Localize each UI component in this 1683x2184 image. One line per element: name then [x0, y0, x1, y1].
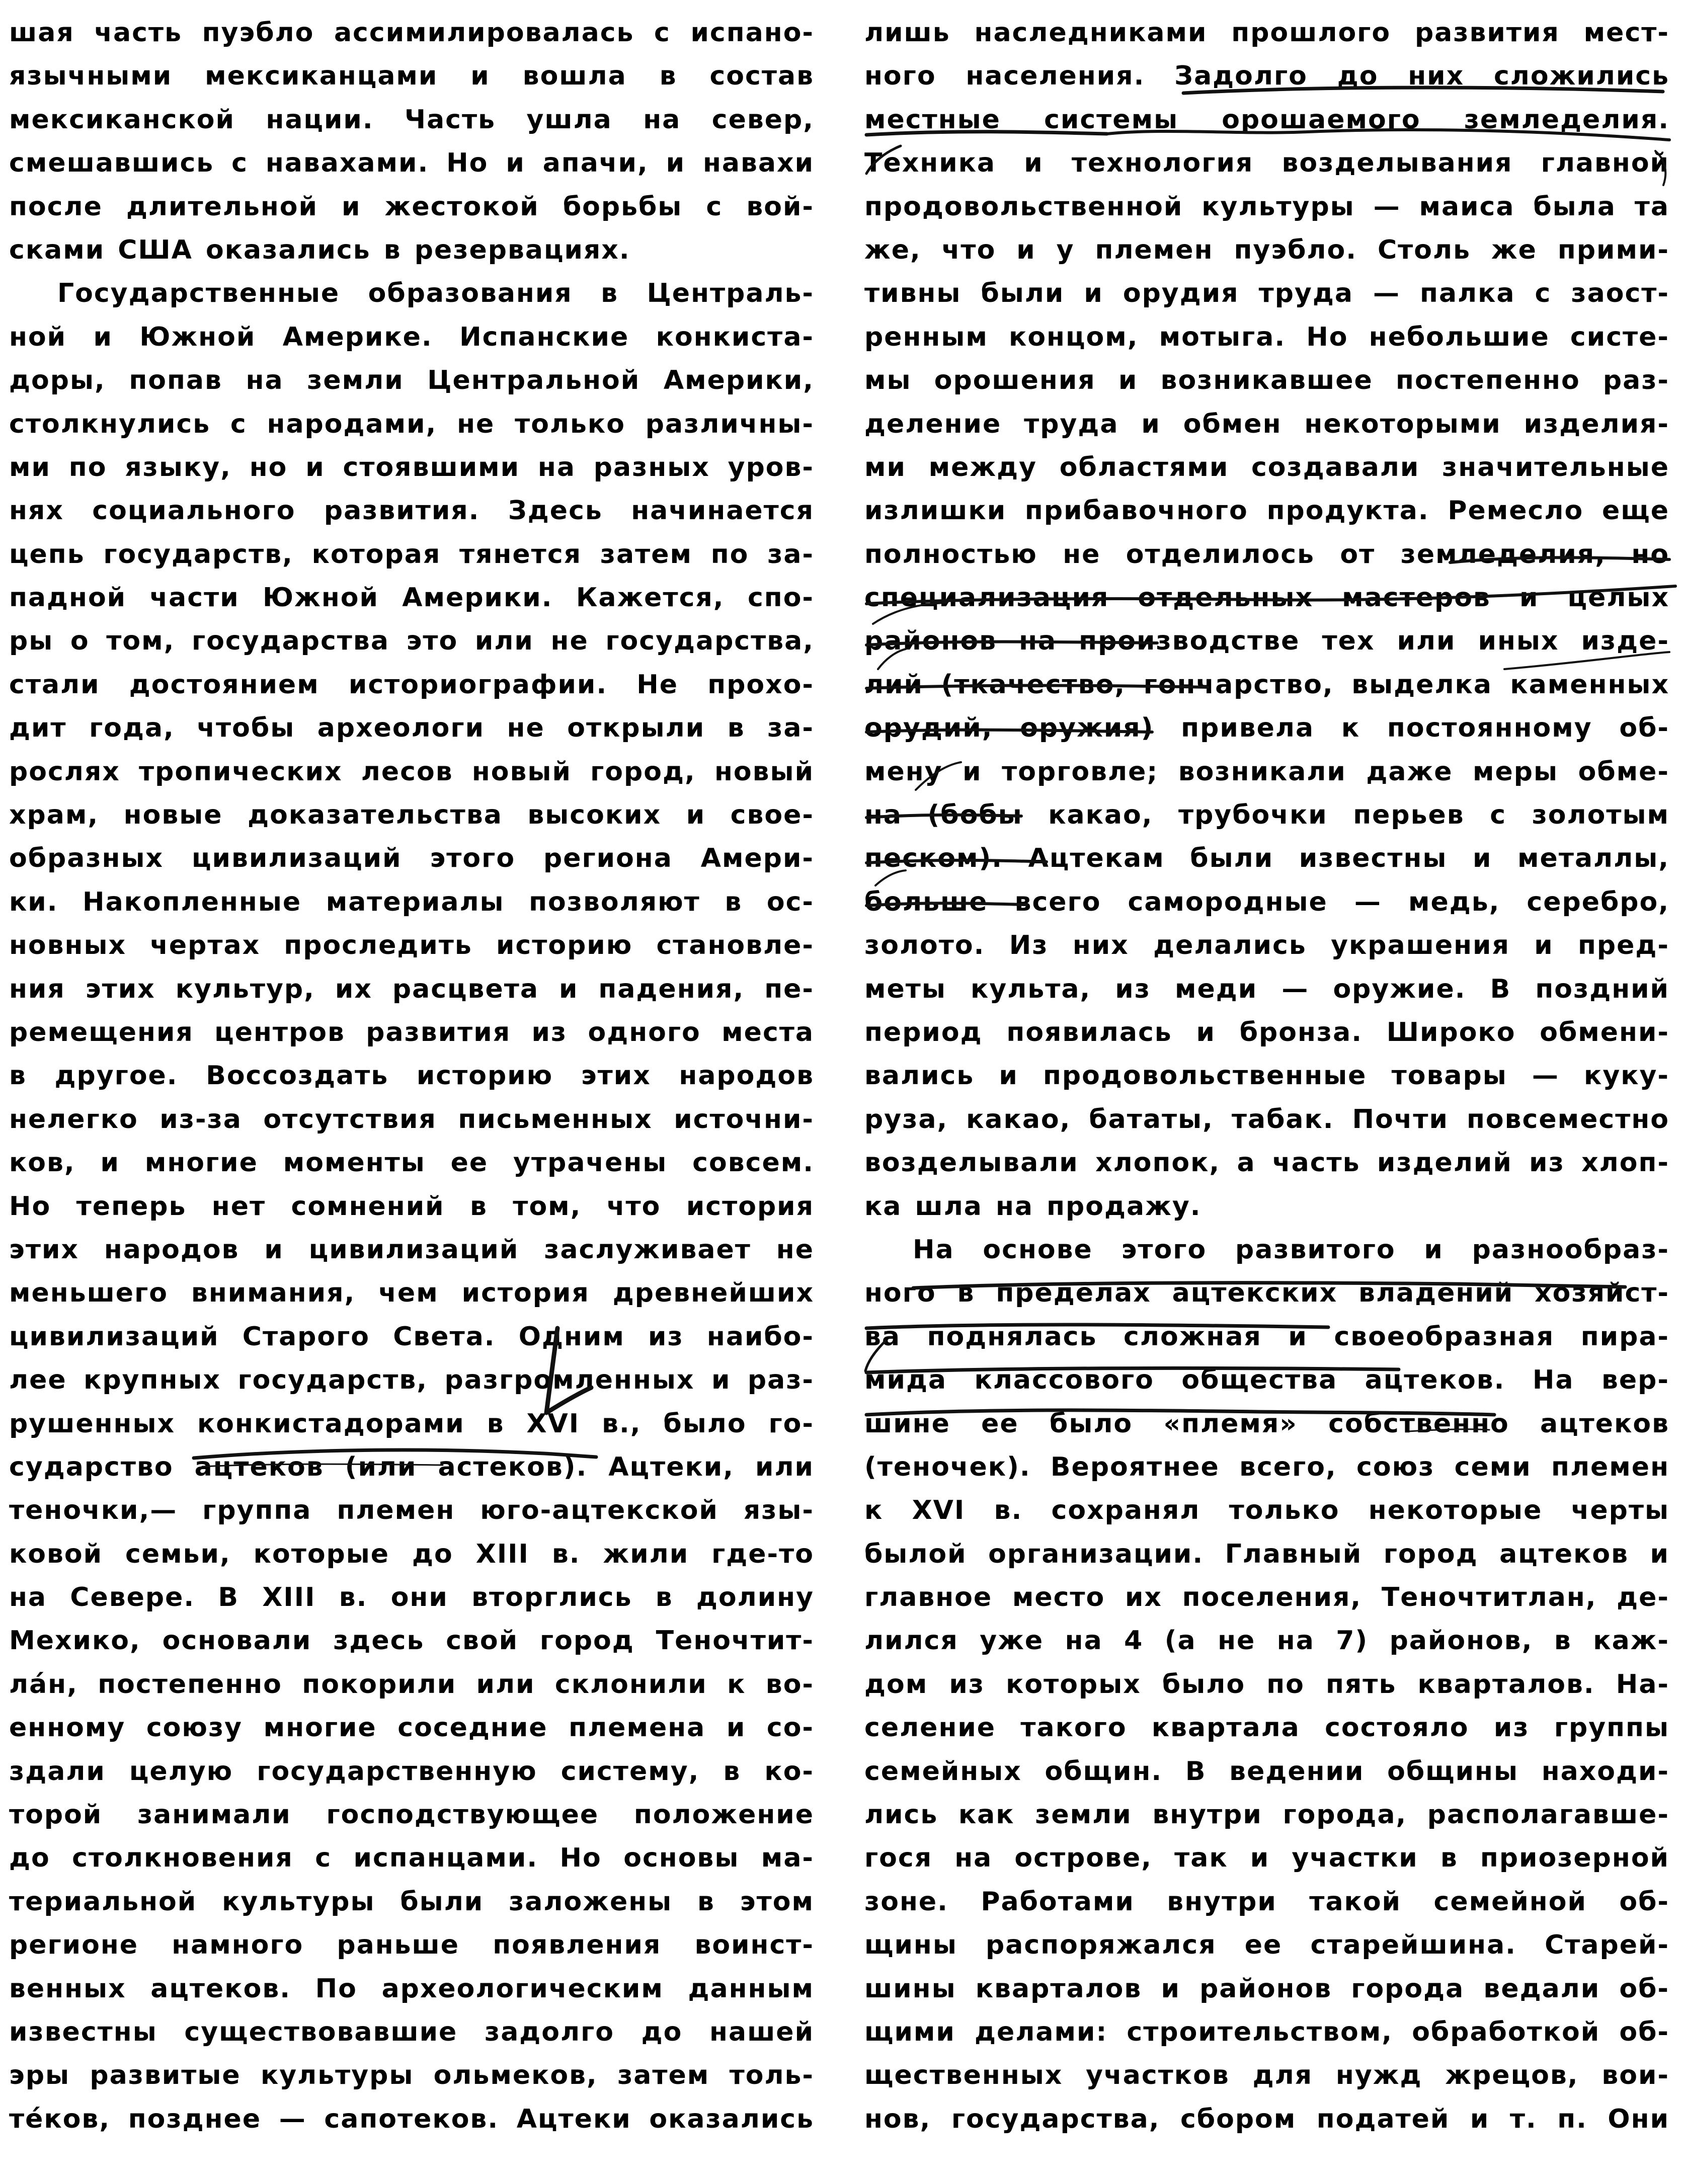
text-line: лее крупных государств, разгромленных и раз-	[9, 1365, 814, 1396]
text-line: былой организации. Главный город ацтеков и	[864, 1539, 1669, 1569]
text-line: шины кварталов и районов города ведали об-	[864, 1973, 1669, 2004]
text-line: сударство ацтеков (или астеков). Ацтеки, или	[9, 1451, 814, 1482]
text-line: семейных общин. В ведении общины находи-	[864, 1756, 1669, 1787]
text-line: сками США оказались в резервациях.	[9, 234, 630, 265]
text-line: щественных участков для нужд жрецов, вои-	[864, 2060, 1669, 2091]
text-line: в другое. Воссоздать историю этих народов	[9, 1061, 814, 1091]
text-line: шая часть пуэбло ассимилировалась с испано-	[9, 18, 814, 48]
text-line: ков, и многие моменты ее утрачены совсем.	[9, 1148, 814, 1178]
text-line: до столкновения с испанцами. Но основы ма-	[9, 1843, 814, 1874]
text-line: торой занимали господствующее положение	[9, 1800, 814, 1830]
text-line: зоне. Работами внутри такой семейной об-	[864, 1886, 1669, 1917]
text-line: рушенных конкистадорами в XVI в., было го-	[9, 1408, 814, 1439]
text-line: специализация отдельных мастеров и целых	[864, 583, 1669, 613]
text-line: шине ее было «племя» собственно ацтеков	[864, 1408, 1669, 1439]
text-line: тéков, позднее — сапотеков. Ацтеки оказались	[9, 2104, 814, 2134]
text-line: меньшего внимания, чем история древнейших	[9, 1278, 814, 1309]
text-line: мы орошения и возникавшее постепенно раз-	[864, 365, 1669, 396]
text-line: мену и торговле; возникали даже меры обме-	[864, 756, 1669, 787]
text-line: териальной культуры были заложены в этом	[9, 1886, 814, 1917]
text-line: золото. Из них делались украшения и пред-	[864, 930, 1669, 961]
text-line: ка шла на продажу.	[864, 1191, 1201, 1222]
text-line: щими делами: строительством, обработкой об-	[864, 2016, 1669, 2047]
text-line: ми между областями создавали значительные	[864, 452, 1669, 482]
text-line: дит года, чтобы археологи не открыли в за-	[9, 713, 814, 744]
text-line: енному союзу многие соседние племена и со-	[9, 1713, 814, 1743]
text-line: ренным концом, мотыга. Но небольшие систе-	[864, 321, 1669, 352]
text-line: ковой семьи, которые до XIII в. жили где-то	[9, 1539, 814, 1569]
text-line: здали целую государственную систему, в ко-	[9, 1756, 814, 1787]
text-line: цепь государств, которая тянется затем по за-	[9, 539, 814, 570]
text-line: столкнулись с народами, не только различны-	[9, 409, 814, 439]
text-line: теночки,— группа племен юго-ацтекской язы-	[9, 1495, 814, 1526]
text-line: гося на острове, так и участки в приозерной	[864, 1843, 1669, 1874]
text-line: нелегко из-за отсутствия письменных источни-	[9, 1104, 814, 1135]
text-line: падной части Южной Америки. Кажется, спо-	[9, 583, 814, 613]
text-line: образных цивилизаций этого региона Амери-	[9, 843, 814, 874]
text-line: районов на производстве тех или иных изде-	[864, 626, 1669, 657]
text-line: этих народов и цивилизаций заслуживает не	[9, 1234, 814, 1265]
text-line: продовольственной культуры — маиса была та	[864, 191, 1669, 222]
text-line: на (бобы какао, трубочки перьев с золотым	[864, 800, 1669, 831]
text-line: стали достоянием историографии. Не прохо-	[9, 669, 814, 700]
text-line: местные системы орошаемого земледелия.	[864, 104, 1669, 135]
text-line: (теночек). Вероятнее всего, союз семи племен	[864, 1451, 1669, 1482]
text-line: лился уже на 4 (а не на 7) районов, в каж-	[864, 1626, 1669, 1656]
text-line: рослях тропических лесов новый город, новый	[9, 756, 814, 787]
text-line: ного населения. Задолго до них сложились	[864, 61, 1669, 92]
text-line: Техника и технология возделывания главной	[864, 148, 1669, 179]
text-line: На основе этого развитого и разнообраз-	[913, 1234, 1669, 1265]
text-line: Мехико, основали здесь свой город Теночтит-	[9, 1626, 814, 1656]
text-line: регионе намного раньше появления воинст-	[9, 1930, 814, 1961]
text-line: больше всего самородные — медь, серебро,	[864, 886, 1669, 917]
text-line: ки. Накопленные материалы позволяют в ос-	[9, 886, 814, 917]
text-line: лись как земли внутри города, располагавше-	[864, 1800, 1669, 1830]
text-line: Но теперь нет сомнений в том, что история	[9, 1191, 814, 1222]
text-line: на Севере. В XIII в. они вторглись в долину	[9, 1582, 814, 1613]
text-line: нов, государства, сбором податей и т. п. Они	[864, 2104, 1669, 2134]
text-line: эры развитые культуры ольмеков, затем толь-	[9, 2060, 814, 2091]
text-line: орудий, оружия) привела к постоянному об-	[864, 713, 1669, 744]
text-line: тивны были и орудия труда — палка с заост-	[864, 278, 1669, 309]
text-line: язычными мексиканцами и вошла в состав	[9, 61, 814, 92]
text-line: лáн, постепенно покорили или склонили к во-	[9, 1669, 814, 1700]
text-line: храм, новые доказательства высоких и свое-	[9, 800, 814, 831]
text-line: деление труда и обмен некоторыми изделия-	[864, 409, 1669, 439]
text-line: ва поднялась сложная и своеобразная пира-	[864, 1321, 1669, 1352]
text-line: ми по языку, но и стоявшими на разных уров-	[9, 452, 814, 482]
text-line: новных чертах проследить историю становле-	[9, 930, 814, 961]
text-line: нях социального развития. Здесь начинается	[9, 496, 814, 526]
text-line: возделывали хлопок, а часть изделий из хлоп-	[864, 1148, 1669, 1178]
section-heading-line: Государственные образования в Централь-	[57, 278, 814, 309]
section-heading-line: ной и Южной Америке. Испанские конкиста-	[9, 321, 814, 352]
text-line: цивилизаций Старого Света. Одним из наибо-	[9, 1321, 814, 1352]
text-line: ремещения центров развития из одного места	[9, 1017, 814, 1047]
text-line: щины распоряжался ее старейшина. Старей-	[864, 1930, 1669, 1961]
text-line: лий (ткачество, гончарство, выделка каменных	[864, 669, 1669, 700]
text-line: мексиканской нации. Часть ушла на север,	[9, 104, 814, 135]
text-line: же, что и у племен пуэбло. Столь же прими-	[864, 234, 1669, 265]
text-line: вались и продовольственные товары — куку-	[864, 1061, 1669, 1091]
text-line: ного в пределах ацтекских владений хозяйст-	[864, 1278, 1669, 1309]
text-line: лишь наследниками прошлого развития мест-	[864, 18, 1669, 48]
text-line: мида классового общества ацтеков. На вер-	[864, 1365, 1669, 1396]
text-line: селение такого квартала состояло из группы	[864, 1713, 1669, 1743]
text-line: доры, попав на земли Центральной Америки,	[9, 365, 814, 396]
text-line: после длительной и жестокой борьбы с вой-	[9, 191, 814, 222]
left-text-column	[9, 11, 814, 2141]
text-line: руза, какао, бататы, табак. Почти повсеместно	[864, 1104, 1669, 1135]
text-line: дом из которых было по пять кварталов. На-	[864, 1669, 1669, 1700]
text-line: период появилась и бронза. Широко обмени-	[864, 1017, 1669, 1047]
text-line: главное место их поселения, Теночтитлан, де-	[864, 1582, 1669, 1613]
text-line: к XVI в. сохранял только некоторые черты	[864, 1495, 1669, 1526]
text-line: ния этих культур, их расцвета и падения, пе-	[9, 974, 814, 1004]
text-line: меты культа, из меди — оружие. В поздний	[864, 974, 1669, 1004]
text-line: ры о том, государства это или не государства,	[9, 626, 814, 657]
right-text-column	[864, 11, 1669, 2141]
text-line: излишки прибавочного продукта. Ремесло еще	[864, 496, 1669, 526]
text-line: венных ацтеков. По археологическим данным	[9, 1973, 814, 2004]
text-line: смешавшись с навахами. Но и апачи, и навахи	[9, 148, 814, 179]
text-line: известны существовавшие задолго до нашей	[9, 2016, 814, 2047]
text-line: песком). Ацтекам были известны и металлы,	[864, 843, 1669, 874]
text-line: полностью не отделилось от земледелия, но	[864, 539, 1669, 570]
